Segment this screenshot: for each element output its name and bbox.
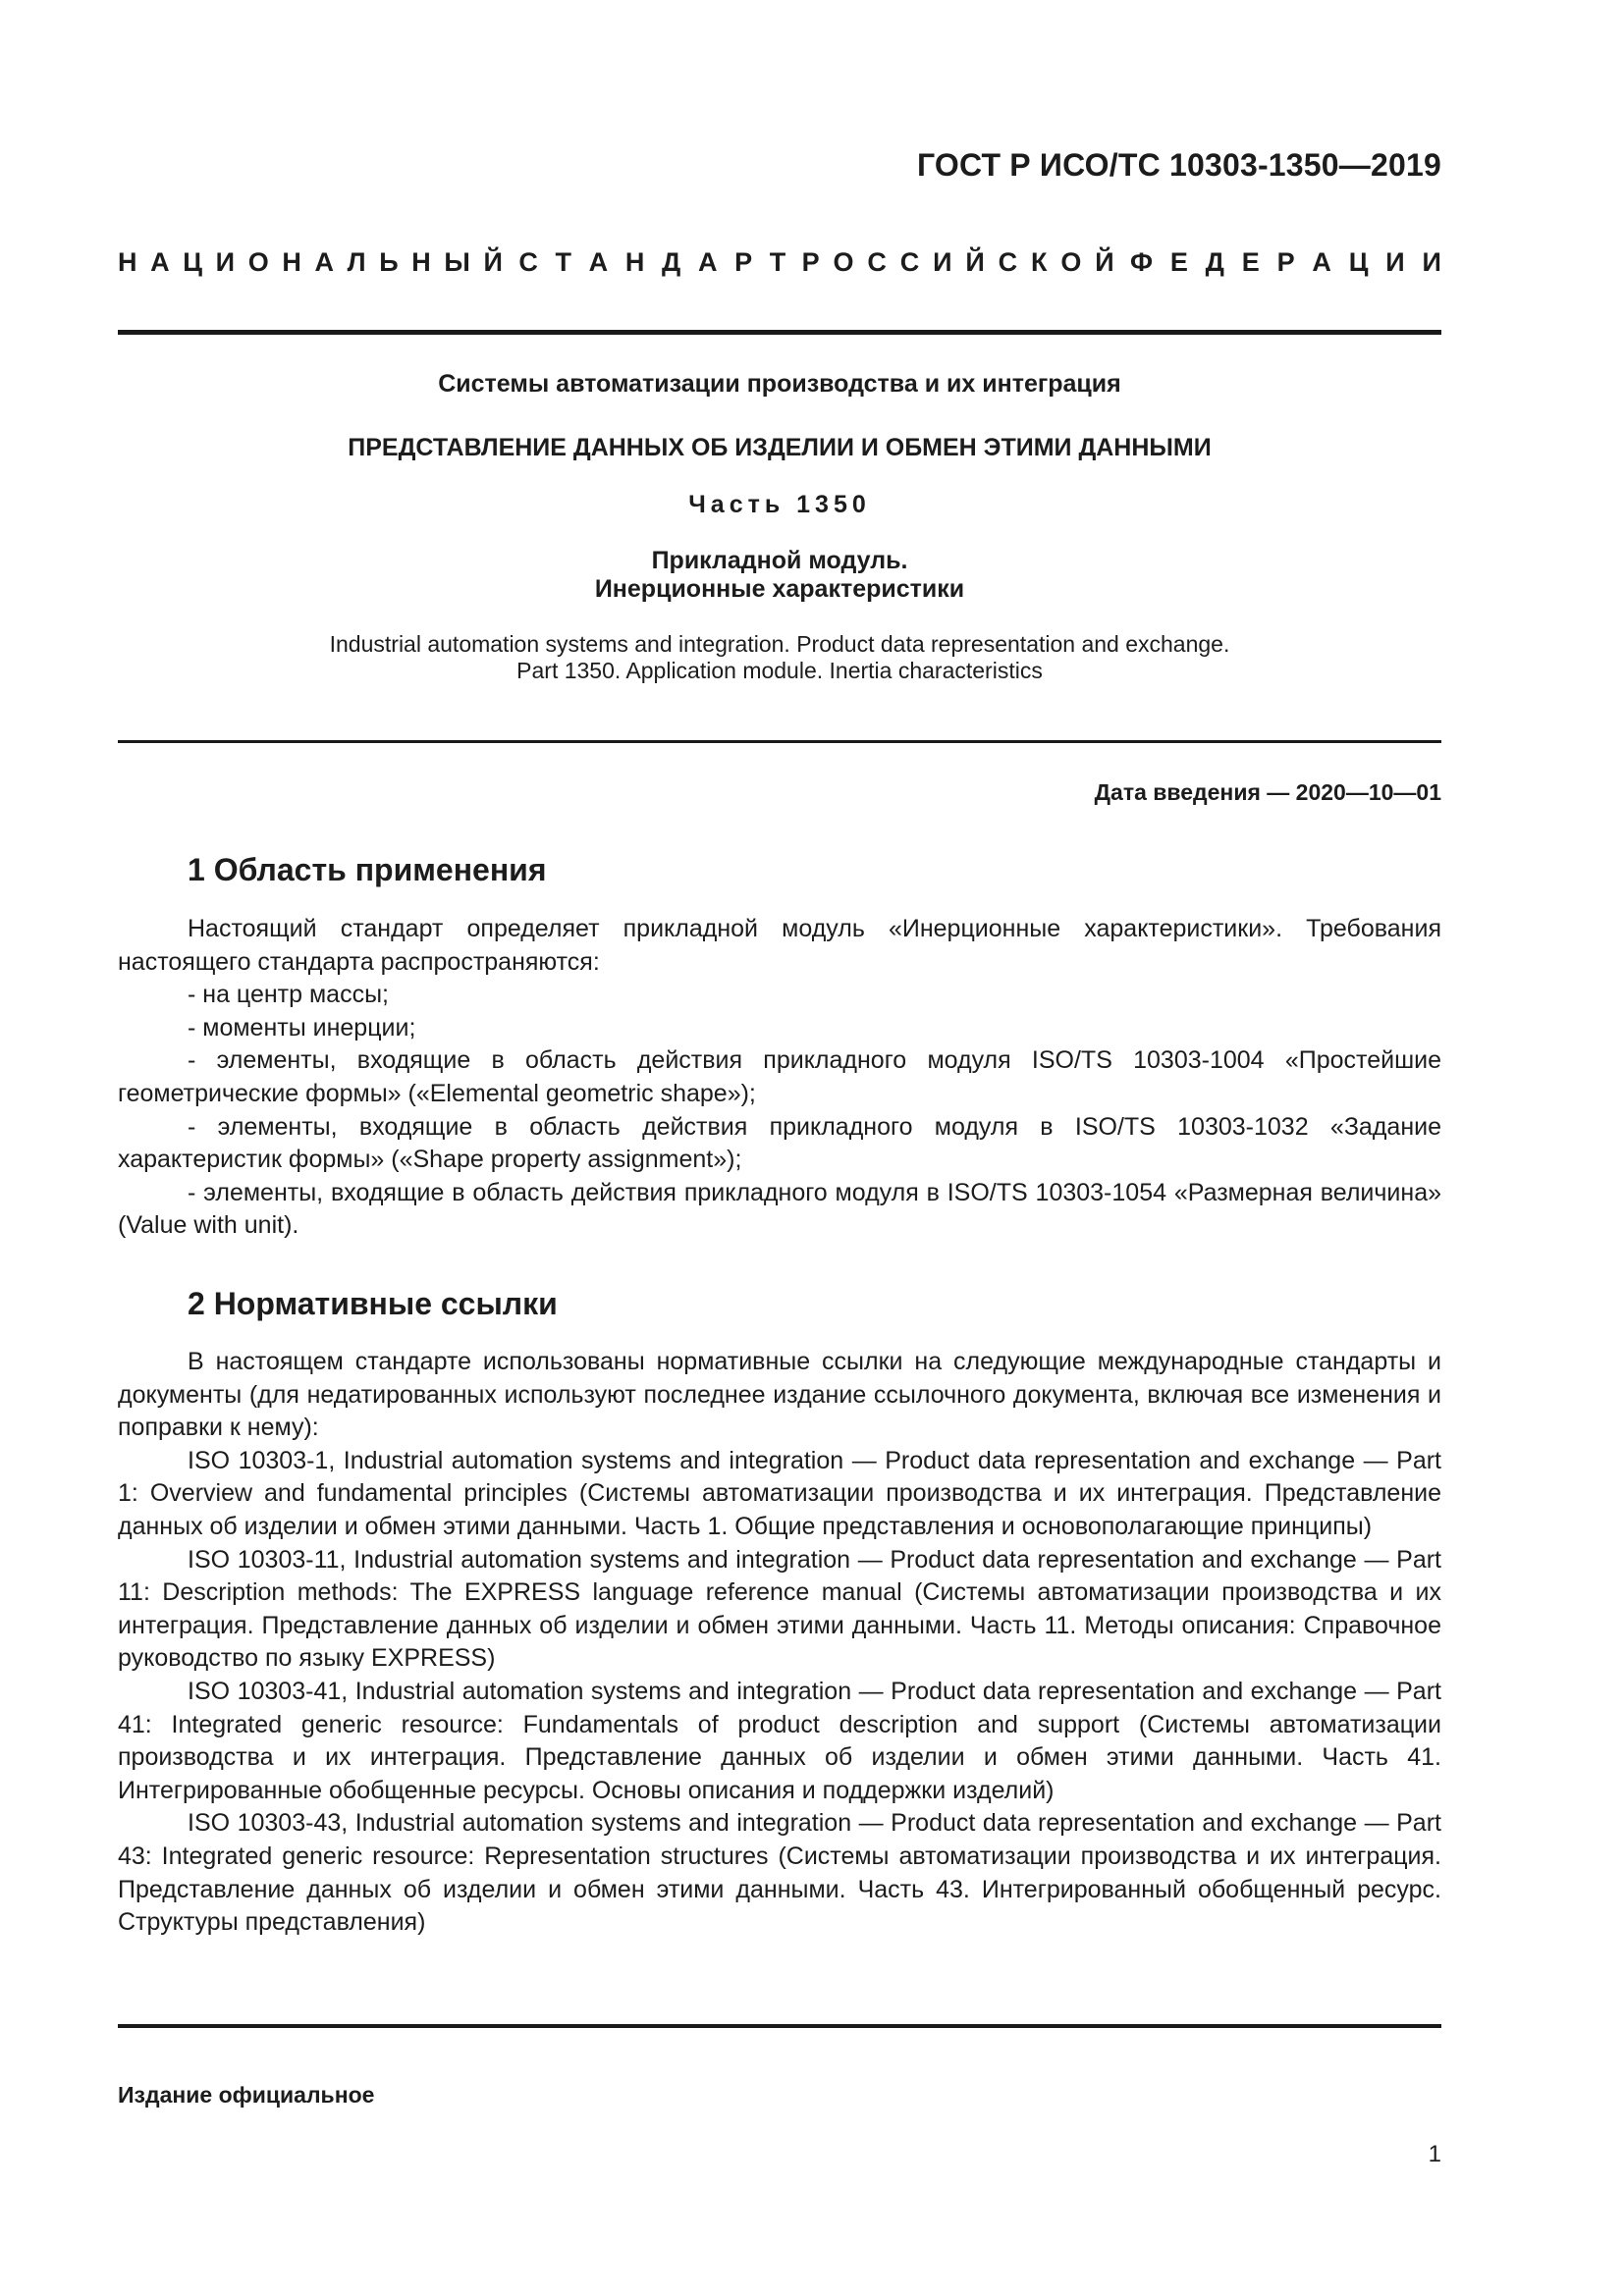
module-title-line: Прикладной модуль. <box>651 547 908 574</box>
module-title <box>118 547 1441 604</box>
module-title-line: Инерционные характеристики <box>594 575 965 603</box>
part-title: Часть 1350 <box>688 491 871 518</box>
reference-item: ISO 10303-11, Industrial automation systems and integration — Product data representation and exchange — Part 11: Description methods: The EXPRESS language reference manual (Системы автоматизации производства и их интеграция. Представление данных об изделии и обмен этими данными. Часть 11. Методы описания: Справочное руководство по языку EXPRESS) <box>118 1545 1441 1673</box>
list-item: - элементы, входящие в область действия прикладного модуля ISO/TS 10303-1004 «Простейшие геометрические формы» («Elemental geometric shape»); <box>118 1046 1441 1107</box>
section-1-body <box>118 913 1441 1243</box>
list-item: - моменты инерции; <box>188 1013 416 1041</box>
english-title-line: Industrial automation systems and integration. Product data representation and exchange. <box>329 631 1230 657</box>
list-item: - на центр массы; <box>188 981 389 1009</box>
footer-divider <box>118 2024 1441 2028</box>
reference-item: ISO 10303-1, Industrial automation systems and integration — Product data representation and exchange — Part 1: Overview and fundamental principles (Системы автоматизации производства и их интеграция. Представление данных об изделии и обмен этими данными. Часть 1. Общие представления и основополагающие принципы) <box>118 1446 1441 1540</box>
page-number: 1 <box>1428 2141 1441 2167</box>
national-word: Р О С С И Й С К О Й <box>801 247 1114 277</box>
series-title: Системы автоматизации производства и их интеграция <box>438 370 1121 398</box>
national-standard-heading <box>118 247 1441 278</box>
section-1-heading: 1 Область применения <box>188 852 547 887</box>
list-item: - элементы, входящие в область действия прикладного модуля в ISO/TS 10303-1032 «Задание характеристик формы» («Shape property assignment»); <box>118 1112 1441 1174</box>
national-word: Ф Е Д Е Р А Ц И И <box>1129 247 1441 277</box>
section-2-body <box>118 1346 1441 1940</box>
paragraph: Настоящий стандарт определяет прикладной модуль «Инерционные характеристики». Требования настоящего стандарта распространяются: <box>118 915 1441 976</box>
section-2-heading: 2 Нормативные ссылки <box>188 1286 558 1321</box>
paragraph: В настоящем стандарте использованы нормативные ссылки на следующие международные стандарты и документы (для недатированных используют последнее издание ссылочного документа, включая все изменения и поправки к нему): <box>118 1348 1441 1442</box>
national-word: Н А Ц И О Н А Л Ь Н Ы Й <box>118 247 503 277</box>
english-title-line: Part 1350. Application module. Inertia characteristics <box>516 658 1043 683</box>
document-code: ГОСТ Р ИСО/ТС 10303-1350—2019 <box>916 147 1441 183</box>
reference-item: ISO 10303-43, Industrial automation systems and integration — Product data representation and exchange — Part 43: Integrated generic resource: Representation structures (Системы автоматизации производства и их интеграция. Представление данных об изделии и обмен этими данными. Часть 43. Интегрированный обобщенный ресурс. Структуры представления) <box>118 1809 1441 1937</box>
national-word: С Т А Н Д А Р Т <box>518 247 786 277</box>
reference-item: ISO 10303-41, Industrial automation systems and integration — Product data representation and exchange — Part 41: Integrated generic resource: Fundamentals of product description and support (Системы автоматизации производства и их интеграция. Представление данных об изделии и обмен этими данными. Часть 41. Интегрированные обобщенные ресурсы. Основы описания и поддержки изделий) <box>118 1677 1441 1804</box>
english-title <box>118 631 1441 684</box>
header-divider <box>118 330 1441 335</box>
list-item: - элементы, входящие в область действия прикладного модуля в ISO/TS 10303-1054 «Размерная величина» (Value with unit). <box>118 1178 1441 1240</box>
title-divider <box>118 740 1441 743</box>
introduction-date: Дата введения — 2020—10—01 <box>1094 779 1441 805</box>
main-title: ПРЕДСТАВЛЕНИЕ ДАННЫХ ОБ ИЗДЕЛИИ И ОБМЕН ЭТИМИ ДАННЫМИ <box>348 434 1212 461</box>
official-edition-label: Издание официальное <box>118 2082 375 2108</box>
